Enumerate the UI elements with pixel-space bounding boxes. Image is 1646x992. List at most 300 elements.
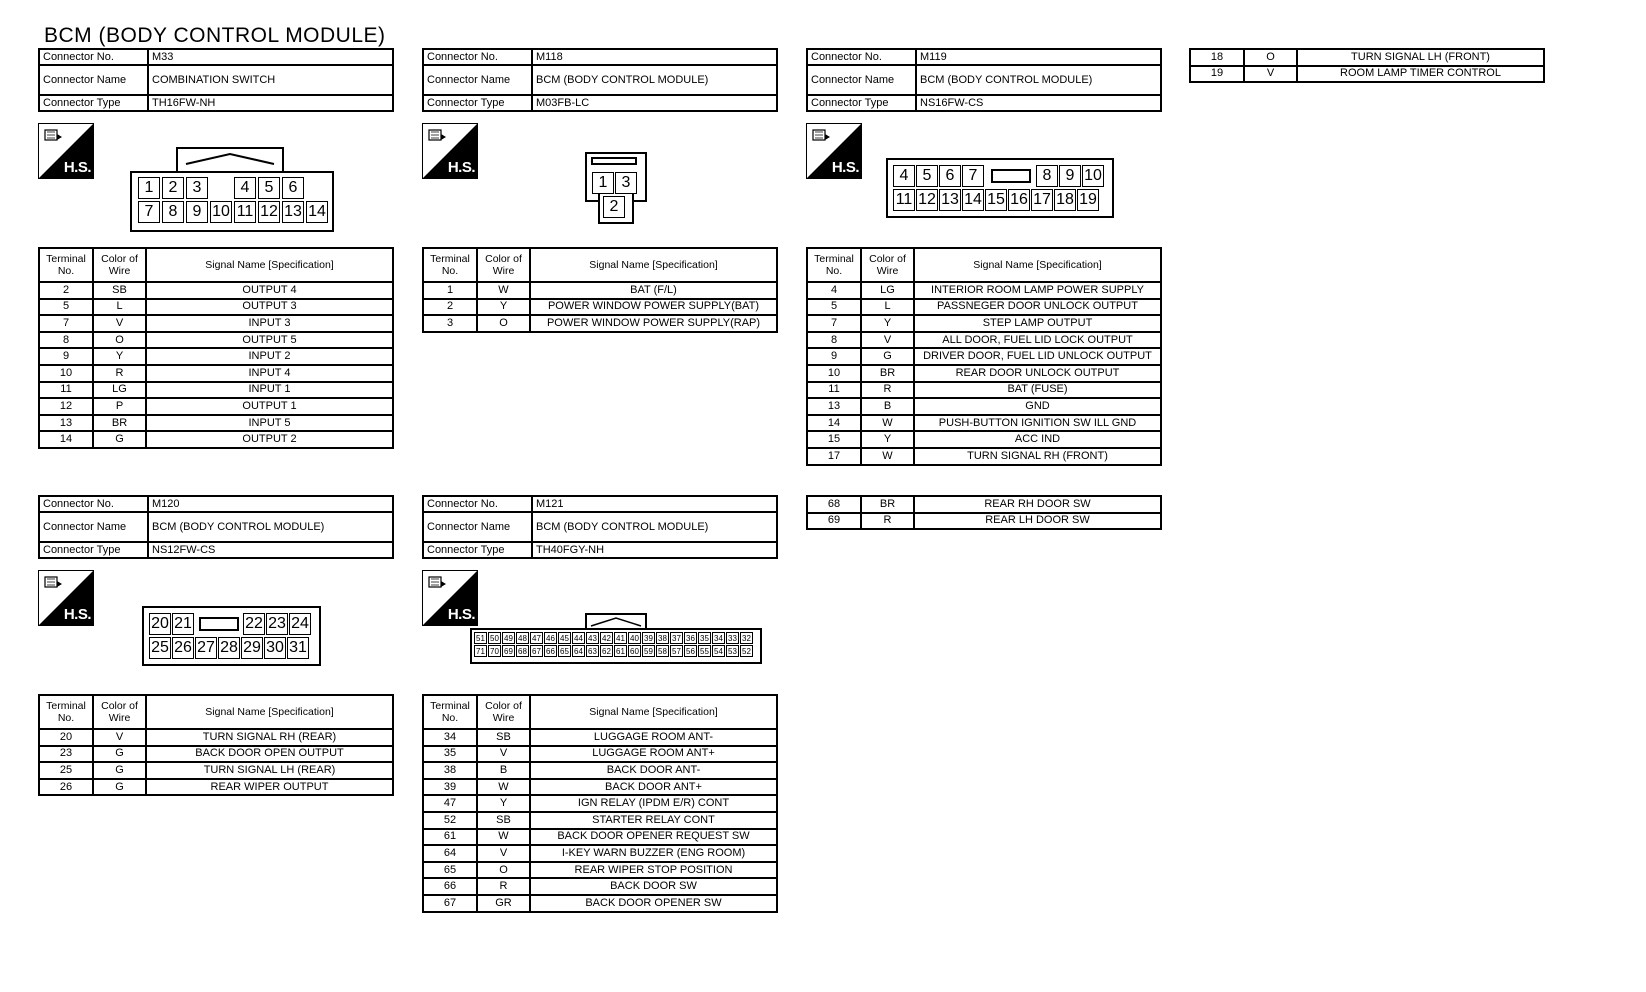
pin: 13	[939, 189, 961, 211]
wire-color-cell: Y	[861, 315, 914, 332]
hs-label: H.S.	[63, 606, 91, 623]
connector-type-label: Connector Type	[39, 95, 148, 111]
pin: 9	[1059, 165, 1081, 187]
table-row	[807, 398, 1161, 415]
pin: 34	[712, 632, 725, 644]
table-row	[423, 746, 777, 763]
signal-name-cell: OUTPUT 4	[146, 282, 393, 299]
pin: 24	[289, 613, 311, 635]
terminal-no-cell: 13	[807, 398, 861, 415]
wire-color-cell: LG	[861, 282, 914, 299]
pin: 4	[234, 177, 256, 199]
wire-color-cell: O	[477, 862, 530, 879]
pin: 48	[516, 632, 529, 644]
pin: 53	[726, 645, 739, 657]
wire-color-cell: V	[93, 729, 146, 746]
signal-name-cell: STEP LAMP OUTPUT	[914, 315, 1161, 332]
wire-color-cell: BR	[861, 365, 914, 382]
table-row	[807, 496, 1161, 513]
signal-name-cell: OUTPUT 1	[146, 398, 393, 415]
pin: 46	[544, 632, 557, 644]
wire-color-cell: V	[477, 746, 530, 763]
terminal-no-cell: 11	[807, 382, 861, 399]
pin: 33	[726, 632, 739, 644]
terminal-no-cell: 12	[39, 398, 93, 415]
signal-name-cell: IGN RELAY (IPDM E/R) CONT	[530, 795, 777, 812]
terminal-no-cell: 3	[423, 315, 477, 332]
terminal-no-cell: 25	[39, 762, 93, 779]
terminal-no-cell: 4	[807, 282, 861, 299]
table-row	[1190, 49, 1544, 66]
connector-hand-icon	[43, 128, 63, 144]
table-row	[423, 795, 777, 812]
signal-name-cell: TURN SIGNAL RH (REAR)	[146, 729, 393, 746]
terminal-no-cell: 68	[807, 496, 861, 513]
connector-info-m120	[38, 495, 394, 559]
pin: 1	[138, 177, 160, 199]
hs-label: H.S.	[63, 159, 91, 176]
table-row	[39, 746, 393, 763]
table-row	[423, 299, 777, 316]
signal-name-cell: OUTPUT 3	[146, 299, 393, 316]
terminal-no-cell: 66	[423, 878, 477, 895]
terminal-no-cell: 7	[807, 315, 861, 332]
pin: 56	[684, 645, 697, 657]
pin: 66	[544, 645, 557, 657]
pin: 15	[985, 189, 1007, 211]
table-row	[423, 315, 777, 332]
signal-name-cell: ROOM LAMP TIMER CONTROL	[1297, 66, 1544, 83]
signal-name-cell: INPUT 4	[146, 365, 393, 382]
pin: 62	[600, 645, 613, 657]
terminal-no-cell: 17	[807, 448, 861, 465]
pin: 2	[603, 196, 625, 218]
pin: 32	[740, 632, 753, 644]
pin: 50	[488, 632, 501, 644]
connector-info-m118	[422, 48, 778, 112]
pin: 36	[684, 632, 697, 644]
table-row	[39, 762, 393, 779]
color-of-wire-header: Color of Wire	[861, 248, 914, 282]
pin: 41	[614, 632, 627, 644]
connector-name-value: COMBINATION SWITCH	[148, 65, 393, 95]
terminal-no-cell: 35	[423, 746, 477, 763]
signal-name-cell: BACK DOOR ANT-	[530, 762, 777, 779]
wire-color-cell: R	[477, 878, 530, 895]
signal-name-cell: GND	[914, 398, 1161, 415]
wire-color-cell: V	[861, 332, 914, 349]
terminal-no-cell: 9	[39, 348, 93, 365]
signal-name-cell: BACK DOOR ANT+	[530, 779, 777, 796]
terminal-no-cell: 8	[39, 332, 93, 349]
hs-label: H.S.	[447, 606, 475, 623]
connector-no-value: M33	[148, 49, 393, 65]
terminal-no-cell: 61	[423, 829, 477, 846]
pin: 5	[258, 177, 280, 199]
signal-name-cell: OUTPUT 5	[146, 332, 393, 349]
table-row	[807, 348, 1161, 365]
table-row	[423, 878, 777, 895]
connector-type-value: M03FB-LC	[532, 95, 777, 111]
connector-info-m119	[806, 48, 1162, 112]
wire-color-cell: L	[861, 299, 914, 316]
wire-color-cell: P	[93, 398, 146, 415]
pin: 29	[241, 637, 263, 659]
signal-name-cell: PASSNEGER DOOR UNLOCK OUTPUT	[914, 299, 1161, 316]
signal-name-cell: BAT (FUSE)	[914, 382, 1161, 399]
terminal-no-cell: 8	[807, 332, 861, 349]
signal-name-header: Signal Name [Specification]	[914, 248, 1161, 282]
pin: 12	[258, 201, 280, 223]
terminal-no-header: Terminal No.	[39, 695, 93, 729]
table-row	[39, 382, 393, 399]
wire-color-cell: B	[861, 398, 914, 415]
terminal-no-cell: 18	[1190, 49, 1244, 66]
terminal-no-cell: 67	[423, 895, 477, 912]
terminal-no-cell: 7	[39, 315, 93, 332]
table-row	[39, 365, 393, 382]
connector-name-label: Connector Name	[39, 512, 148, 542]
connector-no-label: Connector No.	[423, 496, 532, 512]
signal-name-cell: BACK DOOR OPEN OUTPUT	[146, 746, 393, 763]
signal-name-header: Signal Name [Specification]	[146, 695, 393, 729]
terminal-no-cell: 65	[423, 862, 477, 879]
terminal-no-cell: 64	[423, 845, 477, 862]
pin: 11	[893, 189, 915, 211]
wire-color-cell: L	[93, 299, 146, 316]
signal-name-cell: TURN SIGNAL RH (FRONT)	[914, 448, 1161, 465]
pin: 6	[939, 165, 961, 187]
signal-name-cell: INPUT 2	[146, 348, 393, 365]
connector-type-value: TH40FGY-NH	[532, 542, 777, 558]
terminal-no-cell: 34	[423, 729, 477, 746]
pin: 68	[516, 645, 529, 657]
table-row	[1190, 66, 1544, 83]
signal-name-cell: TURN SIGNAL LH (FRONT)	[1297, 49, 1544, 66]
pin: 1	[592, 172, 614, 194]
pin: 47	[530, 632, 543, 644]
wire-color-cell: R	[93, 365, 146, 382]
pin: 45	[558, 632, 571, 644]
color-of-wire-header: Color of Wire	[477, 695, 530, 729]
pin: 5	[916, 165, 938, 187]
wire-color-cell: V	[477, 845, 530, 862]
hs-badge-m33	[38, 123, 94, 179]
pin: 69	[502, 645, 515, 657]
pin: 13	[282, 201, 304, 223]
connector-hand-icon	[43, 575, 63, 591]
table-row	[423, 729, 777, 746]
signal-name-cell: REAR WIPER STOP POSITION	[530, 862, 777, 879]
connector-name-value: BCM (BODY CONTROL MODULE)	[532, 65, 777, 95]
pin	[210, 177, 232, 199]
connector-info-m121	[422, 495, 778, 559]
wire-color-cell: W	[477, 779, 530, 796]
table-row	[39, 315, 393, 332]
terminal-no-cell: 19	[1190, 66, 1244, 83]
terminal-no-header: Terminal No.	[39, 248, 93, 282]
signal-name-cell: ACC IND	[914, 431, 1161, 448]
connector-type-label: Connector Type	[423, 95, 532, 111]
terminal-no-header: Terminal No.	[423, 248, 477, 282]
pin: 8	[162, 201, 184, 223]
hs-label: H.S.	[831, 159, 859, 176]
connector-no-label: Connector No.	[39, 496, 148, 512]
signal-table-m118	[422, 247, 778, 333]
pin: 17	[1031, 189, 1053, 211]
connector-no-label: Connector No.	[39, 49, 148, 65]
terminal-no-cell: 15	[807, 431, 861, 448]
connector-no-value: M121	[532, 496, 777, 512]
table-row	[39, 729, 393, 746]
connector-hand-icon	[427, 575, 447, 591]
signal-name-header: Signal Name [Specification]	[530, 248, 777, 282]
pin: 38	[656, 632, 669, 644]
wire-color-cell: Y	[861, 431, 914, 448]
connector-hand-icon	[811, 128, 831, 144]
signal-name-cell: REAR RH DOOR SW	[914, 496, 1161, 513]
pin: 16	[1008, 189, 1030, 211]
wire-color-cell: O	[1244, 49, 1297, 66]
connector-type-label: Connector Type	[807, 95, 916, 111]
signal-name-cell: POWER WINDOW POWER SUPPLY(RAP)	[530, 315, 777, 332]
pin: 63	[586, 645, 599, 657]
signal-name-cell: LUGGAGE ROOM ANT-	[530, 729, 777, 746]
terminal-no-cell: 1	[423, 282, 477, 299]
pin: 21	[172, 613, 194, 635]
signal-table-m121-continued	[806, 495, 1162, 530]
pin: 26	[172, 637, 194, 659]
signal-name-cell: PUSH-BUTTON IGNITION SW ILL GND	[914, 415, 1161, 432]
table-row	[39, 415, 393, 432]
table-row	[807, 448, 1161, 465]
terminal-no-cell: 13	[39, 415, 93, 432]
pin: 3	[615, 172, 637, 194]
table-row	[423, 779, 777, 796]
wire-color-cell: R	[861, 382, 914, 399]
pin: 12	[916, 189, 938, 211]
color-of-wire-header: Color of Wire	[93, 695, 146, 729]
signal-table-m33	[38, 247, 394, 449]
terminal-no-cell: 14	[39, 431, 93, 448]
pin: 67	[530, 645, 543, 657]
wire-color-cell: G	[93, 762, 146, 779]
pin: 2	[162, 177, 184, 199]
signal-name-cell: REAR LH DOOR SW	[914, 513, 1161, 530]
pin: 10	[210, 201, 232, 223]
table-row	[807, 415, 1161, 432]
pin: 14	[306, 201, 328, 223]
wire-color-cell: W	[477, 282, 530, 299]
wire-color-cell: Y	[93, 348, 146, 365]
terminal-no-cell: 10	[807, 365, 861, 382]
wire-color-cell: Y	[477, 795, 530, 812]
pin: 58	[656, 645, 669, 657]
pin: 40	[628, 632, 641, 644]
signal-name-cell: BACK DOOR SW	[530, 878, 777, 895]
wire-color-cell: SB	[93, 282, 146, 299]
table-row	[423, 762, 777, 779]
table-row	[807, 382, 1161, 399]
wire-color-cell: O	[93, 332, 146, 349]
connector-no-value: M118	[532, 49, 777, 65]
pin: 10	[1082, 165, 1104, 187]
connector-type-label: Connector Type	[39, 542, 148, 558]
table-row	[39, 332, 393, 349]
color-of-wire-header: Color of Wire	[93, 248, 146, 282]
table-row	[39, 431, 393, 448]
wire-color-cell: Y	[477, 299, 530, 316]
terminal-no-cell: 5	[39, 299, 93, 316]
signal-name-cell: ALL DOOR, FUEL LID LOCK OUTPUT	[914, 332, 1161, 349]
hs-badge-m120	[38, 570, 94, 626]
table-row	[423, 895, 777, 912]
wire-color-cell: O	[477, 315, 530, 332]
signal-name-cell: REAR WIPER OUTPUT	[146, 779, 393, 796]
pin: 19	[1077, 189, 1099, 211]
table-row	[807, 431, 1161, 448]
table-row	[423, 829, 777, 846]
signal-name-cell: BAT (F/L)	[530, 282, 777, 299]
pin: 35	[698, 632, 711, 644]
wire-color-cell: BR	[861, 496, 914, 513]
signal-table-m120	[38, 694, 394, 796]
wire-color-cell: GR	[477, 895, 530, 912]
pin: 42	[600, 632, 613, 644]
hs-badge-m118	[422, 123, 478, 179]
table-row	[423, 845, 777, 862]
connector-name-label: Connector Name	[807, 65, 916, 95]
signal-name-cell: INPUT 1	[146, 382, 393, 399]
connector-no-label: Connector No.	[423, 49, 532, 65]
connector-hand-icon	[427, 128, 447, 144]
pin: 28	[218, 637, 240, 659]
pin: 3	[186, 177, 208, 199]
signal-name-cell: INPUT 5	[146, 415, 393, 432]
connector-type-value: TH16FW-NH	[148, 95, 393, 111]
signal-name-cell: I-KEY WARN BUZZER (ENG ROOM)	[530, 845, 777, 862]
pin: 39	[642, 632, 655, 644]
signal-name-cell: STARTER RELAY CONT	[530, 812, 777, 829]
wire-color-cell: G	[93, 746, 146, 763]
table-row	[807, 332, 1161, 349]
terminal-no-cell: 39	[423, 779, 477, 796]
page-title: BCM (BODY CONTROL MODULE)	[44, 24, 386, 47]
wire-color-cell: SB	[477, 812, 530, 829]
table-row	[423, 812, 777, 829]
connector-name-label: Connector Name	[423, 512, 532, 542]
signal-name-cell: INPUT 3	[146, 315, 393, 332]
terminal-no-cell: 20	[39, 729, 93, 746]
table-row	[39, 348, 393, 365]
pin: 37	[670, 632, 683, 644]
pin: 11	[234, 201, 256, 223]
wire-color-cell: W	[861, 448, 914, 465]
wire-color-cell: V	[1244, 66, 1297, 83]
signal-name-cell: OUTPUT 2	[146, 431, 393, 448]
signal-name-cell: INTERIOR ROOM LAMP POWER SUPPLY	[914, 282, 1161, 299]
color-of-wire-header: Color of Wire	[477, 248, 530, 282]
pin: 20	[149, 613, 171, 635]
wire-color-cell: W	[861, 415, 914, 432]
table-row	[39, 779, 393, 796]
signal-table-m119	[806, 247, 1162, 466]
table-row	[39, 299, 393, 316]
connector-type-label: Connector Type	[423, 542, 532, 558]
wire-color-cell: W	[477, 829, 530, 846]
connector-no-label: Connector No.	[807, 49, 916, 65]
table-row	[423, 862, 777, 879]
terminal-no-cell: 5	[807, 299, 861, 316]
signal-name-cell: DRIVER DOOR, FUEL LID UNLOCK OUTPUT	[914, 348, 1161, 365]
connector-type-value: NS16FW-CS	[916, 95, 1161, 111]
pin: 27	[195, 637, 217, 659]
pin: 23	[266, 613, 288, 635]
connector-name-value: BCM (BODY CONTROL MODULE)	[148, 512, 393, 542]
terminal-no-cell: 52	[423, 812, 477, 829]
terminal-no-cell: 23	[39, 746, 93, 763]
wire-color-cell: G	[93, 431, 146, 448]
terminal-no-cell: 26	[39, 779, 93, 796]
connector-no-value: M119	[916, 49, 1161, 65]
connector-name-value: BCM (BODY CONTROL MODULE)	[916, 65, 1161, 95]
signal-name-cell: TURN SIGNAL LH (REAR)	[146, 762, 393, 779]
terminal-no-cell: 14	[807, 415, 861, 432]
pin: 70	[488, 645, 501, 657]
pin: 52	[740, 645, 753, 657]
latch-chevron	[589, 616, 643, 628]
wire-color-cell: G	[861, 348, 914, 365]
pin: 25	[149, 637, 171, 659]
pin: 54	[712, 645, 725, 657]
wire-color-cell: V	[93, 315, 146, 332]
pin: 49	[502, 632, 515, 644]
pin: 71	[474, 645, 487, 657]
table-row	[807, 282, 1161, 299]
hs-label: H.S.	[447, 159, 475, 176]
wire-color-cell: G	[93, 779, 146, 796]
wire-color-cell: B	[477, 762, 530, 779]
connector-name-label: Connector Name	[39, 65, 148, 95]
pin: 22	[243, 613, 265, 635]
terminal-no-cell: 38	[423, 762, 477, 779]
pin: 55	[698, 645, 711, 657]
wire-color-cell: SB	[477, 729, 530, 746]
pin: 31	[287, 637, 309, 659]
pin: 59	[642, 645, 655, 657]
terminal-no-cell: 9	[807, 348, 861, 365]
pin: 64	[572, 645, 585, 657]
wire-color-cell: LG	[93, 382, 146, 399]
terminal-no-header: Terminal No.	[807, 248, 861, 282]
terminal-no-cell: 10	[39, 365, 93, 382]
pin: 18	[1054, 189, 1076, 211]
table-row	[39, 282, 393, 299]
terminal-no-cell: 47	[423, 795, 477, 812]
table-row	[807, 365, 1161, 382]
pin: 7	[962, 165, 984, 187]
signal-name-header: Signal Name [Specification]	[530, 695, 777, 729]
pin: 43	[586, 632, 599, 644]
connector-name-value: BCM (BODY CONTROL MODULE)	[532, 512, 777, 542]
pin: 14	[962, 189, 984, 211]
connector-name-label: Connector Name	[423, 65, 532, 95]
terminal-no-cell: 11	[39, 382, 93, 399]
pin: 57	[670, 645, 683, 657]
table-row	[807, 513, 1161, 530]
pin: 44	[572, 632, 585, 644]
terminal-no-cell: 2	[39, 282, 93, 299]
